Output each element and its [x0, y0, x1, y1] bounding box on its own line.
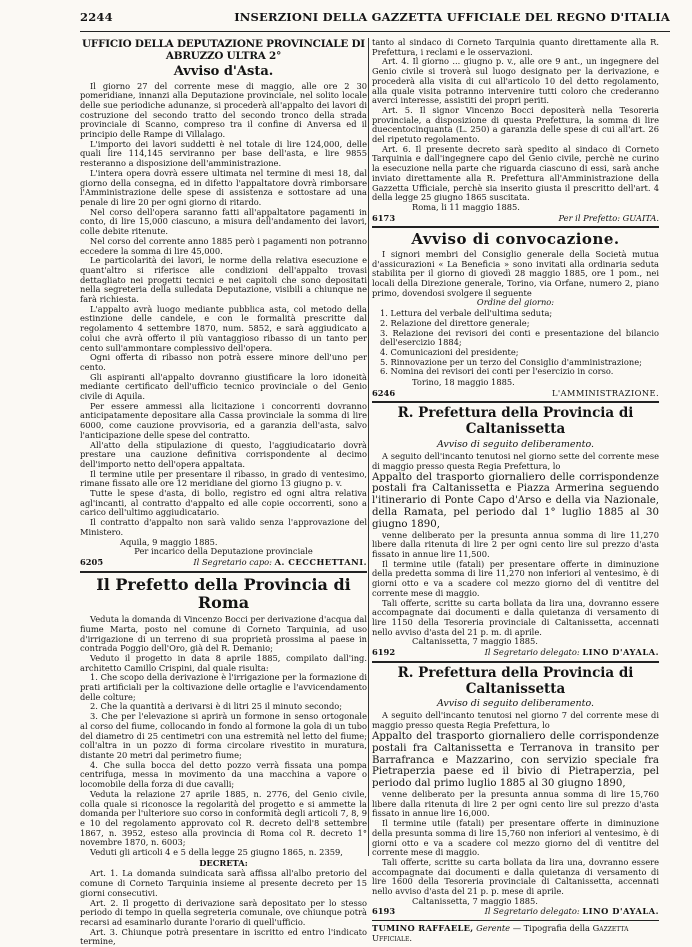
- auction-authority-line: Per incarico della Deputazione provinciale: [134, 546, 313, 557]
- paragraph: Il termine utile per presentare il ribasso, in grado di ventesimo, rimane fissato alle ore 12 meridiane del giorno 13 giugno p. v.: [80, 468, 367, 489]
- auction-notice-body: [80, 82, 367, 538]
- notice-number: 6193: [372, 906, 396, 917]
- caltanissetta-notice-1-title: R. Prefettura della Provincia di Caltanissetta: [397, 405, 634, 438]
- paragraph: venne deliberato per la presunta annua somma di lire 11,270 libere dalla ritenuta di lire 2 per ogni cento lire sul prezzo d'asta fissato in annue lire 11,500.: [372, 529, 659, 560]
- printer-imprint: [372, 924, 659, 943]
- roma-decree-title: Il Prefetto della Provincia di Roma: [96, 574, 351, 613]
- article: Art. 6. Il presente decreto sarà spedito al sindaco di Corneto Tarquinia e dall'ingegnere capo del Genio civile, perchè ne curino la esecuzione nella parte che riguarda ciascuno di essi, sarà anche inviato direttamente alla R. Prefettura all'Amministrazione della Gazzetta Ufficiale, perchè sia inserito giusta il prescritto dell'art. 4 della legge 25 giugno 1865 suscitata.: [372, 143, 659, 203]
- running-head: [80, 10, 670, 28]
- paragraph: Tali offerte, scritte su carta bollata da lira una, dovranno essere accompagnate dai documenti e dalla quietanza di versamento di lire 1150 della Tesoreria provinciale di Caltanissetta, accennati nello avviso d'asta del 21 p. m. di aprile.: [372, 597, 659, 637]
- notice-number: 6205: [80, 557, 104, 567]
- office-heading: UFFICIO DELLA DEPUTAZIONE PROVINCIALE DI ABRUZZO ULTRA 2°: [82, 38, 365, 63]
- list-item: 5. Rinnovazione per un terzo del Consiglio d'amministrazione;: [380, 356, 642, 367]
- auction-notice-title: Avviso d'Asta.: [173, 64, 274, 80]
- convocation-title: Avviso di convocazione.: [411, 230, 620, 249]
- signature-name: A. CECCHETTANI.: [274, 557, 367, 567]
- article: Art. 4. Il giorno ... giugno p. v., alle ore 9 ant., un ingegnere del Genio civile si troverà sul luogo designato per la derivazione, e procederà alla visita di cui all'articolo 10 del detto regolamento, alla quale visita potranno intervenire tutti coloro che crederanno averci interesse, assistiti dei propri periti.: [372, 56, 659, 106]
- signature: [485, 648, 659, 658]
- paragraph: Nel corso del corrente anno 1885 però i pagamenti non potranno eccedere la somma di lire 45,000.: [80, 235, 367, 256]
- paragraph: Il termine utile (fatali) per presentare offerte in diminuzione della presunta somma di lire 15,760 non inferiori al ventesimo, è di giorni otto e va a scadere col mezzo giorno del dì ventitre del corrente mese di maggio.: [372, 818, 659, 858]
- list-item: 4. Comunicazioni del presidente;: [380, 346, 519, 357]
- article: Art. 5. Il signor Vincenzo Bocci depositerà nella Tesoreria provinciale, a disposizione di questa Prefettura, la somma di lire duecentocinquanta (L. 250) a garanzia delle spese di cui all'art. 26 del ripetuto regolamento.: [372, 104, 659, 145]
- section-divider: [372, 401, 659, 403]
- roma-decree-continuation: [372, 38, 659, 203]
- caltanissetta-notice-1-date: Caltanissetta, 7 maggio 1885.: [412, 636, 538, 647]
- list-item: 3. Relazione dei revisori dei conti e presentazione del bilancio dell'esercizio 1884;: [380, 327, 659, 348]
- paragraph: Nel corso dell'opera saranno fatti all'appaltatore pagamenti in conto, di lire 15,000 ciascuno, a misura dell'andamento dei lavori, colle debite ritenute.: [80, 206, 367, 237]
- article: Art. 3. Chiunque potrà presentare in iscritto ed entro l'indicato termine,: [80, 926, 367, 947]
- auction-date: Aquila, 9 maggio 1885.: [120, 536, 218, 547]
- printer-text: — Tipografia della: [512, 923, 590, 934]
- auction-signature-line: [80, 558, 367, 568]
- left-column: [80, 38, 367, 947]
- page-number: 2244: [80, 10, 113, 24]
- agenda-title: Ordine del giorno:: [476, 297, 555, 308]
- paragraph: venne deliberato per la presunta annua somma di lire 15,760 libere dalla ritenuta di lire 2 per ogni cento lire sul prezzo d'asta fissato in annue lire 16,000.: [372, 789, 659, 819]
- notice-number: 6246: [372, 387, 396, 398]
- paragraph: Gli aspiranti all'appalto dovranno giustificare la loro idoneità mediante certificato dell'ufficio tecnico provinciale o del Genio civile di Aquila.: [80, 371, 367, 402]
- paragraph: 4. Che sulla bocca del detto pozzo verrà fissata una pompa centrifuga, messa in movimento da una macchina a vapore o locomobile della forza di due cavalli;: [80, 759, 367, 790]
- printer-role: Gerente: [476, 923, 511, 934]
- agenda-list: [372, 309, 659, 377]
- paragraph: tanto al sindaco di Corneto Tarquinia quanto direttamente alla R. Prefettura, i reclami e le osservazioni.: [372, 37, 659, 57]
- section-divider: [372, 226, 659, 228]
- paragraph: A seguito dell'incanto tenutosi nel giorno 7 del corrente mese di maggio presso questa Regia Prefettura, lo: [372, 710, 659, 731]
- signature: Per il Prefetto: GUAITA.: [558, 212, 659, 223]
- caltanissetta-notice-2-signature: [372, 907, 659, 917]
- signature-name: LINO D'AYALA.: [582, 906, 659, 917]
- column-divider: [368, 38, 369, 856]
- paragraph: Le particolarità dei lavori, le norme della relativa esecuzione e quant'altro si riferisce alle condizioni dell'appalto trovasi dettagliato nei progetti tecnici e nei capitoli che sono depositati nella segreteria della sulledata Deputazione, visibili a chiunque ne farà richiesta.: [80, 255, 367, 305]
- signature: L'AMMINISTRAZIONE.: [551, 387, 659, 398]
- caltanissetta-notice-2-title: R. Prefettura della Provincia di Caltanissetta: [397, 664, 634, 697]
- paragraph: Veduta la domanda di Vincenzo Bocci per derivazione d'acqua dal fiume Marta, posto nel comune di Corneto Tarquinia, ad uso d'irrigazione di un terreno di sua proprietà prossima al paese in contrada Poggio dell'Oro, già del R. Demanio;: [80, 614, 367, 654]
- paragraph: All'atto della stipulazione di questo, l'aggiudicatario dovrà prestare una cauzione definitiva corrispondente al decimo dell'importo netto dell'opera appaltata.: [80, 439, 367, 469]
- convocation-date: Torino, 18 maggio 1885.: [412, 377, 515, 388]
- publication-name: Gazzetta Ufficiale.: [372, 923, 629, 943]
- notice-number: 6173: [372, 212, 396, 223]
- paragraph: L'appalto avrà luogo mediante pubblica asta, col metodo della estinzione delle candele, e con le formalità prescritte dal regolamento 4 settembre 1870, num. 5852, e sarà aggiudicato a colui che avrà offerto il più vantaggioso ribasso di un tanto per cento sull'ammontare complessivo dell'opera.: [80, 303, 367, 353]
- roma-decree-date: Roma, li 11 maggio 1885.: [412, 201, 520, 212]
- paragraph: Veduto il progetto in data 8 aprile 1885, compilato dall'ing. architetto Camillo Crispini, dal quale risulta:: [80, 652, 367, 673]
- paragraph: Il giorno 27 del corrente mese di maggio, alle ore 2 30 pomeridiane, innanzi alla Deputazione provinciale, nel solito locale delle sue periodiche adunanze, si procederà all'appalto dei lavori di costruzione del secondo tratto del secondo tronco della strada provinciale di Scanno, compreso tra il confine di Anversa ed il principio delle Rampe di Villalago.: [80, 80, 367, 140]
- caltanissetta-notice-1-signature: [372, 648, 659, 658]
- paragraph: L'intera opera dovrà essere ultimata nel termine di mesi 18, dal giorno della consegna, ed in difetto l'appaltatore dovrà rimborsare l'Amministrazione delle spese di assistenza e sottostare ad una penale di lire 20 per ogni giorno di ritardo.: [80, 167, 367, 207]
- printer-name: TUMINO RAFFAELE,: [372, 923, 474, 934]
- publication-title: INSERZIONI DELLA GAZZETTA UFFICIALE DEL REGNO D'ITALIA: [234, 10, 670, 24]
- list-item: 6. Nomina dei revisori dei conti per l'esercizio in corso.: [380, 366, 614, 377]
- caltanissetta-notice-2-date: Caltanissetta, 7 maggio 1885.: [412, 895, 538, 906]
- header-rule: [80, 31, 670, 32]
- signature-role: Il Segretario delegato:: [484, 906, 580, 917]
- paragraph: Il termine utile (fatali) per presentare offerte in diminuzione della predetta somma di lire 11,270 non inferiori al ventesimo, è di giorni otto e va a scadere col mezzo giorno del dì ventitre del corrente mese di maggio.: [372, 558, 659, 598]
- convocation-intro: I signori membri del Consiglio generale della Società mutua d'assicurazioni « La Beneficia » sono invitati alla ordinaria seduta stabilita per il giorno di giovedì 28 maggio 1885, ore 1 pom., nei locali della Direzione generale, Torino, via Orfane, numero 2, piano primo, dovendosi svolgere il seguente: [372, 248, 659, 298]
- caltanissetta-notice-1-subtitle: Avviso di seguito deliberamento.: [436, 439, 595, 451]
- paragraph: 2. Che la quantità a derivarsi è di litri 25 il minuto secondo;: [90, 701, 343, 712]
- caltanissetta-notice-2-subtitle: Avviso di seguito deliberamento.: [436, 698, 595, 710]
- section-divider: [372, 661, 659, 663]
- decreta-heading: DECRETA:: [199, 857, 248, 868]
- paragraph: 3. Che per l'elevazione si aprirà un formone in senso ortogonale al corso del fiume, collocando in fondo al formone la gola di un tubo del diametro di 25 centimetri con una estremità nel letto del fiume; coll'altra in un pozzo di forma circolare rivestito in muratura, distante 20 metri dal perimetro fiume;: [80, 711, 367, 760]
- roma-decree-body: [80, 615, 367, 858]
- convocation-signature-line: [372, 389, 659, 399]
- right-column: [372, 37, 659, 943]
- signature-role: Il Segretario delegato:: [484, 647, 580, 658]
- paragraph: A seguito dell'incanto tenutosi nel giorno sette del corrente mese di maggio presso questa Regia Prefettura, lo: [372, 451, 659, 471]
- section-divider: [372, 920, 659, 921]
- roma-signature-line: [372, 214, 659, 224]
- list-item: 1. Lettura del verbale dell'ultima seduta;: [380, 308, 553, 319]
- signature-name: LINO D'AYALA.: [582, 647, 659, 658]
- signature-role: Il Segretario capo:: [193, 557, 272, 567]
- paragraph: Veduta la relazione 27 aprile 1885, n. 2776, del Genio civile, colla quale si riconosce la regolarità del progetto e si ammette la domanda per l'ulteriore suo corso in conformità degli articoli 7, 8, 9 e 10 del regolamento approvato col R. decreto dell'8 settembre 1867, n. 3952, esteso alla provincia di Roma col R. decreto 1° novembre 1870, n. 6003;: [80, 788, 367, 848]
- article: Art. 2. Il progetto di derivazione sarà depositato per lo stesso periodo di tempo in quella segreteria comunale, ove chiunque potrà recarsi ad esaminarlo durante l'orario di quell'ufficio.: [80, 897, 367, 927]
- paragraph: Il contratto d'appalto non sarà valido senza l'approvazione del Ministero.: [80, 517, 367, 537]
- paragraph: Tali offerte, scritte su carta bollata da lira una, dovranno essere accompagnate dai documenti e dalla quietanza di versamento di lire 1600 della Tesoreria provinciale di Caltanissetta, accennati nello avviso d'asta del 21 p. p. mese di aprile.: [372, 856, 659, 897]
- signature: [485, 907, 659, 917]
- section-divider: [80, 571, 367, 573]
- roma-decree-articles: [80, 869, 367, 947]
- paragraph: Tutte le spese d'asta, di bollo, registro ed ogni altra relativa agl'incanti, al contratto d'appalto ed alle copie occorrenti, sono a carico dell'ultimo aggiudicatario.: [80, 488, 367, 518]
- contract-description: Appalto del trasporto giornaliero delle corrispondenze postali fra Caltanissetta e Piazza Armerina seguendo l'itinerario di Ponte Capo d'Arso e della via Nazionale, della Ramata, pel periodo dal 1° luglio 1885 al 30 giugno 1890,: [372, 471, 659, 530]
- signature: [193, 558, 367, 568]
- paragraph: L'importo dei lavori suddetti è nel totale di lire 124,000, delle quali lire 114,145 serviranno per base dell'asta, e lire 9855 resteranno a disposizione dell'amministrazione.: [80, 138, 367, 169]
- notice-number: 6192: [372, 647, 396, 658]
- contract-description: Appalto del trasporto giornaliero delle corrispondenze postali fra Caltanissetta e Terranova in transito per Barrafranca e Mazzarino, con servizio speciale fra Pietraperzia paese ed il bivio di Pietraperzia, pel periodo dal primo luglio 1885 al 30 giugno 1890,: [372, 730, 659, 790]
- paragraph: Per essere ammessi alla licitazione i concorrenti dovranno anticipatamente depositare alla Cassa provinciale la somma di lire 6000, come cauzione provvisoria, ed a garanzia dell'asta, salvo l'anticipazione delle spese del contratto.: [80, 400, 367, 440]
- article: Art. 1. La domanda suindicata sarà affissa all'albo pretorio del comune di Corneto Tarquinia insieme al presente decreto per 15 giorni consecutivi.: [80, 868, 367, 898]
- paragraph: 1. Che scopo della derivazione è l'irrigazione per la formazione di prati artificiali per la coltivazione delle ortaglie e l'avvicendamento delle colture;: [80, 672, 367, 702]
- paragraph: Ogni offerta di ribasso non potrà essere minore dell'uno per cento.: [80, 352, 367, 372]
- list-item: 2. Relazione del direttore generale;: [380, 317, 530, 328]
- paragraph: Veduti gli articoli 4 e 5 della legge 25 giugno 1865, n. 2359,: [90, 847, 343, 858]
